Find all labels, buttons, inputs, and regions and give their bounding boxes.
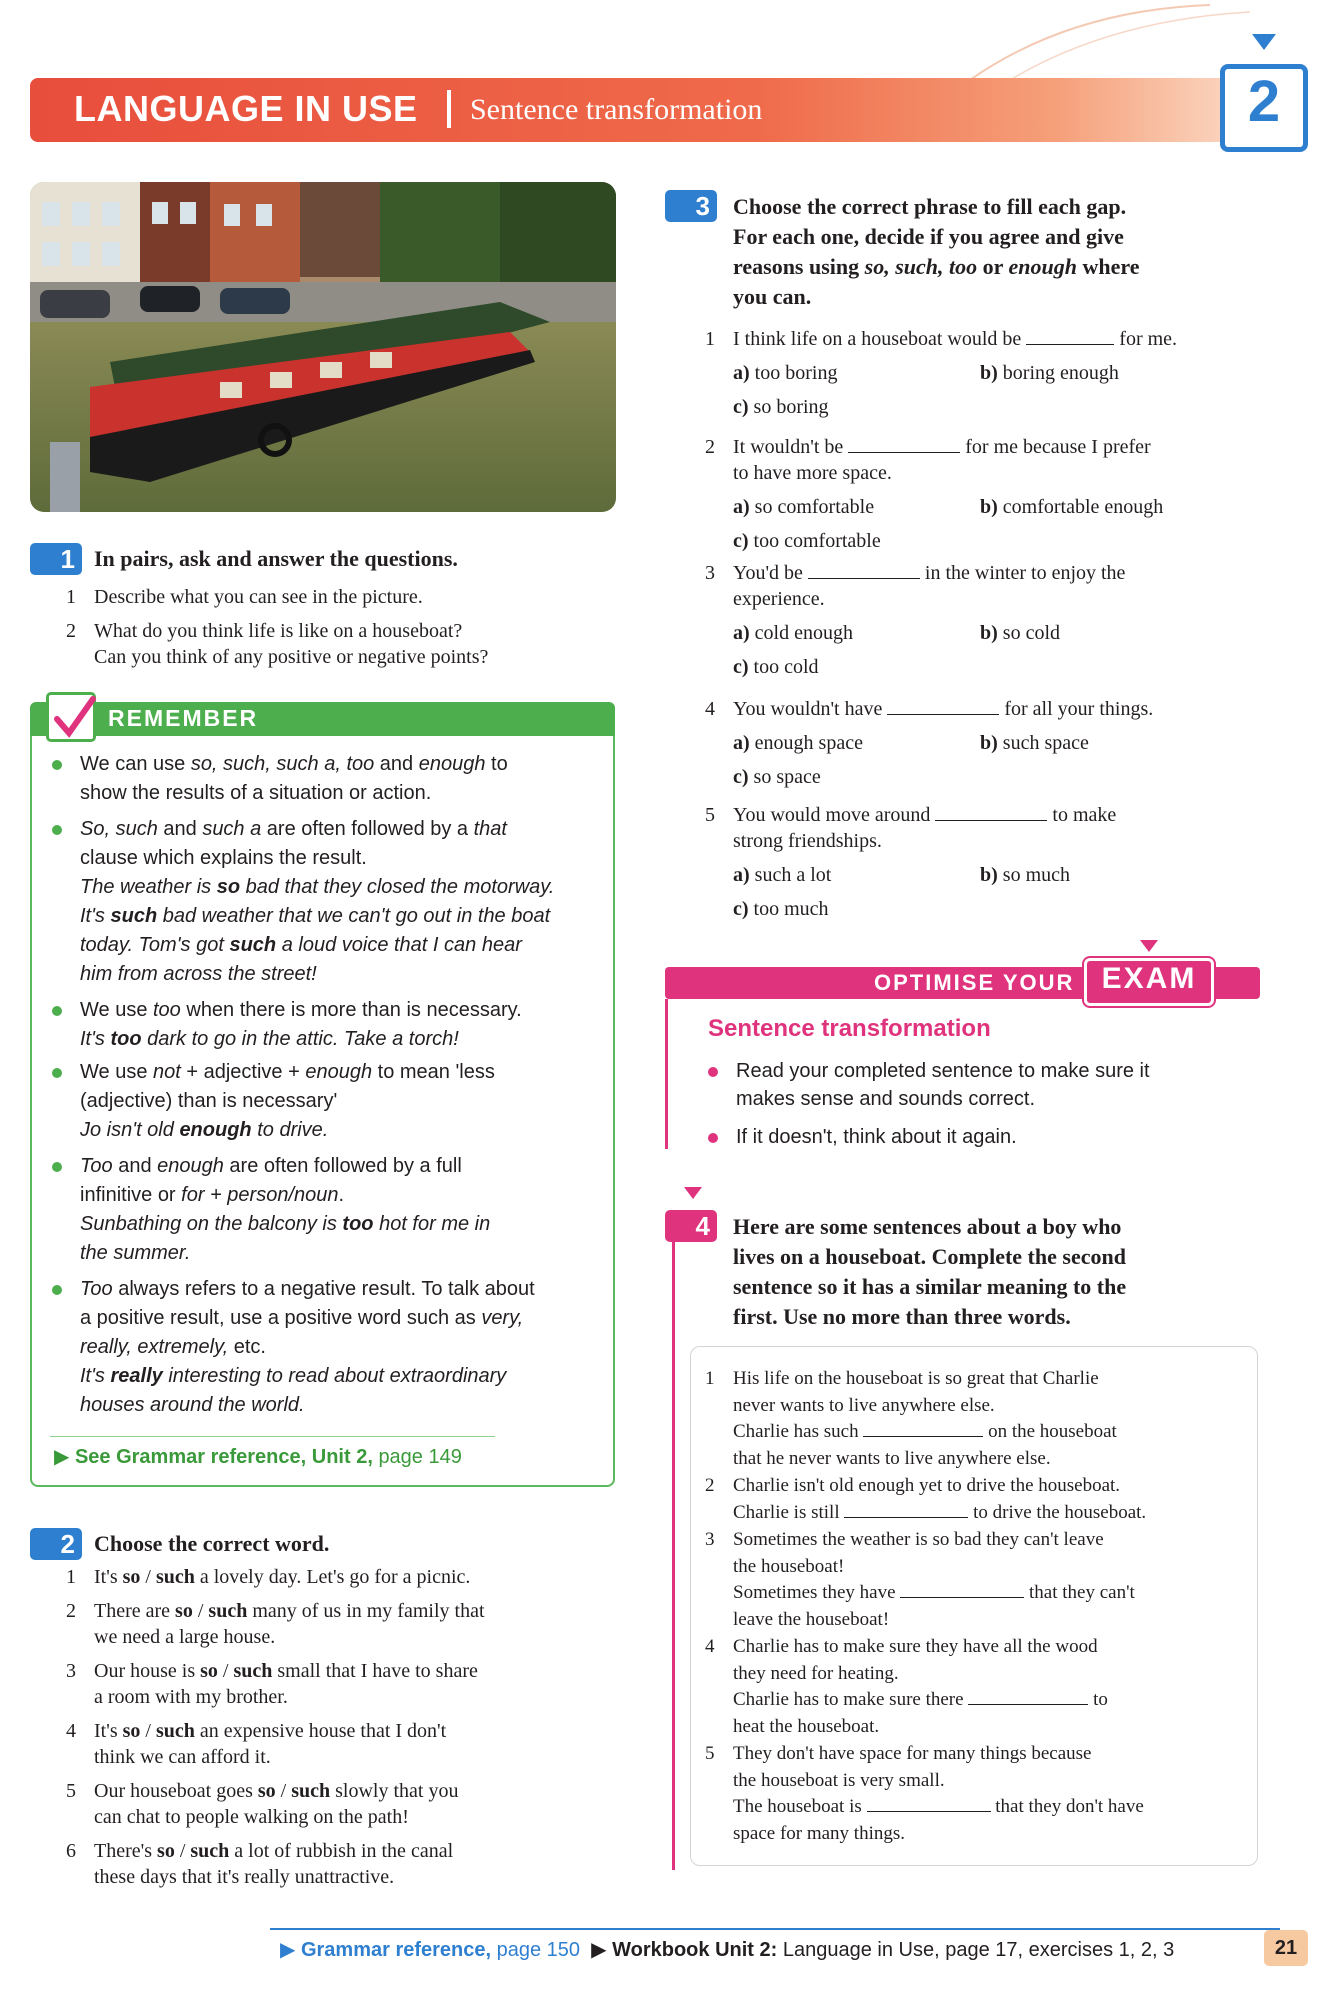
item-number: 2: [705, 1475, 715, 1496]
remember-bullet-text: We use too when there is more than is necessary. It's too dark to go in the attic. Take a torch!: [80, 999, 522, 1050]
option-c: c) so space: [733, 766, 821, 788]
optimise-bullet-text: If it doesn't, think about it again.: [736, 1126, 1017, 1148]
header-divider: [447, 90, 451, 128]
remember-title: REMEMBER: [108, 705, 259, 731]
option-c: c) too comfortable: [733, 530, 881, 552]
bullet-dot: [52, 1006, 62, 1016]
section-subtitle: Sentence transformation: [470, 93, 763, 126]
page-number: 21: [1264, 1930, 1308, 1966]
item-number: 1: [705, 1368, 715, 1389]
item-stem: It wouldn't be for me because I prefer to have more space.: [733, 436, 1151, 484]
remember-bullet: [52, 1152, 602, 1268]
answer-gap[interactable]: [935, 803, 1047, 821]
footer-workbook-text: Language in Use, page 17, exercises 1, 2, 3: [782, 1939, 1175, 1961]
exercise-4-title: Here are some sentences about a boy who lives on a houseboat. Complete the second sentence so it has a similar meaning to the first. Use no more than three words.: [733, 1214, 1127, 1329]
item-text: His life on the houseboat is so great that Charlie never wants to live anywhere else. Charlie has such on the houseboat that he never wants to live anywhere else.: [733, 1368, 1117, 1469]
remember-bullet-text: Too and enough are often followed by a full infinitive or for + person/noun. Sunbathing on the balcony is too hot for me in the summer.: [80, 1155, 491, 1264]
item-number: 1: [66, 586, 76, 608]
option-a: a) such a lot: [733, 864, 832, 886]
exercise-2-title: Choose the correct word.: [94, 1531, 330, 1556]
remember-bullet-text: We can use so, such, such a, too and enough to show the results of a situation or action.: [80, 753, 508, 804]
play-arrow-icon: ▶: [280, 1939, 296, 1961]
houseboat-photo: [30, 182, 616, 512]
remember-bullet-text: So, such and such a are often followed by a that clause which explains the result. The weather is so bad that they closed the motorway. It's such bad weather that we can't go out in the boat today. Tom's got such a loud voice that I can hear him from across the street!: [80, 818, 555, 985]
bullet-dot: [52, 1162, 62, 1172]
item-number: 5: [66, 1780, 76, 1802]
option-c: c) too cold: [733, 656, 819, 678]
bullet-dot: [708, 1133, 718, 1143]
answer-gap[interactable]: [887, 697, 999, 715]
exercise-4-arrow-icon: [684, 1187, 702, 1199]
see-grammar-page: page 149: [378, 1446, 462, 1468]
optimise-subtitle: Sentence transformation: [708, 1015, 991, 1042]
play-arrow-icon: ▶: [585, 1939, 607, 1961]
option-b: b) such space: [980, 732, 1089, 754]
item-number: 3: [66, 1660, 76, 1682]
optimise-bullet-text: Read your completed sentence to make sure it makes sense and sounds correct.: [736, 1060, 1150, 1110]
unit-number: 2: [1247, 69, 1281, 134]
answer-gap[interactable]: [808, 561, 920, 579]
item-stem: I think life on a houseboat would be for me.: [733, 328, 1178, 350]
footer: [280, 1937, 1174, 1962]
exercise-2-badge: 2: [30, 1528, 82, 1560]
remember-bullet: [52, 750, 602, 808]
item-number: 4: [66, 1720, 76, 1742]
item-text: Describe what you can see in the picture.: [94, 586, 423, 608]
divider: [50, 1436, 495, 1437]
answer-gap[interactable]: [848, 435, 960, 453]
optimise-bullet: [708, 1057, 1228, 1113]
answer-gap[interactable]: [844, 1500, 968, 1518]
item-text: There are so / such many of us in my family that we need a large house.: [94, 1600, 485, 1648]
answer-gap[interactable]: [968, 1687, 1088, 1705]
answer-gap[interactable]: [1026, 327, 1114, 345]
item-stem: You'd be in the winter to enjoy the experience.: [733, 562, 1126, 610]
exam-label: EXAM: [1101, 962, 1197, 995]
optimise-bullet: [708, 1123, 1228, 1151]
item-text: It's so / such an expensive house that I don't think we can afford it.: [94, 1720, 447, 1768]
item-stem: You wouldn't have for all your things.: [733, 698, 1154, 720]
bullet-dot: [708, 1067, 718, 1077]
item-text: Sometimes the weather is so bad they can't leave the houseboat! Sometimes they have that they can't leave the houseboat!: [733, 1529, 1135, 1630]
unit-arrow-icon: [1252, 34, 1276, 50]
option-a: a) so comfortable: [733, 496, 875, 518]
remember-bullet-text: Too always refers to a negative result. To talk about a positive result, use a positive word such as very, really, extremely, etc. It's really interesting to read about extraordinary houses around the world.: [80, 1278, 535, 1416]
answer-gap[interactable]: [863, 1419, 983, 1437]
option-b: b) comfortable enough: [980, 496, 1164, 518]
exam-arrow-icon: [1140, 940, 1158, 952]
item-number: 4: [705, 1636, 715, 1657]
item-number: 5: [705, 1743, 715, 1764]
bullet-dot: [52, 1285, 62, 1295]
bullet-dot: [52, 825, 62, 835]
bullet-dot: [52, 760, 62, 770]
option-c: c) too much: [733, 898, 829, 920]
exercise-3-title: Choose the correct phrase to fill each gap. For each one, decide if you agree and give reasons using so, such, too or enough where you can.: [733, 194, 1140, 309]
item-text: Our houseboat goes so / such slowly that you can chat to people walking on the path!: [94, 1780, 459, 1828]
remember-bullet: [52, 815, 602, 989]
remember-bullet: [52, 1275, 602, 1420]
see-grammar-label: See Grammar reference, Unit 2,: [74, 1446, 373, 1468]
item-number: 2: [66, 620, 76, 642]
item-text: Charlie isn't old enough yet to drive the houseboat. Charlie is still to drive the houseboat.: [733, 1475, 1147, 1523]
item-number: 5: [705, 804, 715, 826]
exercise-1-title: In pairs, ask and answer the questions.: [94, 546, 458, 571]
item-text: Charlie has to make sure they have all the wood they need for heating. Charlie has to make sure there to heat the houseboat.: [733, 1636, 1108, 1737]
item-number: 2: [705, 436, 715, 458]
item-number: 2: [66, 1600, 76, 1622]
option-b: b) so much: [980, 864, 1071, 886]
exercise-4-badge: 4: [665, 1210, 717, 1242]
see-grammar-link[interactable]: [54, 1444, 462, 1469]
item-text: Our house is so / such small that I have to share a room with my brother.: [94, 1660, 478, 1708]
footer-grammar-page[interactable]: page 150: [496, 1939, 581, 1961]
option-a: a) too boring: [733, 362, 838, 384]
remember-bullet: [52, 1058, 602, 1145]
option-a: a) enough space: [733, 732, 863, 754]
item-text: It's so / such a lovely day. Let's go for a picnic.: [94, 1566, 471, 1588]
footer-grammar-label[interactable]: Grammar reference,: [300, 1939, 492, 1961]
item-number: 1: [66, 1566, 76, 1588]
optimise-label: OPTIMISE YOUR: [874, 970, 1075, 995]
item-number: 3: [705, 1529, 715, 1550]
remember-bullet: [52, 996, 602, 1054]
item-stem: You would move around to make strong friendships.: [733, 804, 1117, 852]
checkmark-icon: [46, 692, 96, 742]
exercise-3-badge: 3: [665, 190, 717, 222]
section-title: LANGUAGE IN USE: [74, 88, 418, 129]
item-number: 6: [66, 1840, 76, 1862]
option-c: c) so boring: [733, 396, 829, 418]
option-a: a) cold enough: [733, 622, 853, 644]
option-b: b) boring enough: [980, 362, 1119, 384]
answer-gap[interactable]: [867, 1794, 991, 1812]
answer-gap[interactable]: [900, 1580, 1024, 1598]
item-number: 1: [705, 328, 715, 350]
footer-rule: [270, 1928, 1280, 1930]
bullet-dot: [52, 1068, 62, 1078]
item-text: They don't have space for many things because the houseboat is very small. The houseboat is that they don't have space for many things.: [733, 1743, 1144, 1844]
item-number: 3: [705, 562, 715, 584]
footer-workbook-label[interactable]: Workbook Unit 2:: [612, 1939, 778, 1961]
item-number: 4: [705, 698, 715, 720]
exercise-4-rule: [672, 1230, 675, 1870]
item-text: What do you think life is like on a houseboat? Can you think of any positive or negative points?: [94, 620, 489, 668]
play-arrow-icon: ▶: [54, 1446, 70, 1468]
option-b: b) so cold: [980, 622, 1061, 644]
item-text: There's so / such a lot of rubbish in the canal these days that it's really unattractive.: [94, 1840, 454, 1888]
remember-bullet-text: We use not + adjective + enough to mean 'less (adjective) than is necessary' Jo isn't old enough to drive.: [80, 1061, 495, 1141]
optimise-rule: [665, 999, 668, 1149]
exercise-1-badge: 1: [30, 543, 82, 575]
